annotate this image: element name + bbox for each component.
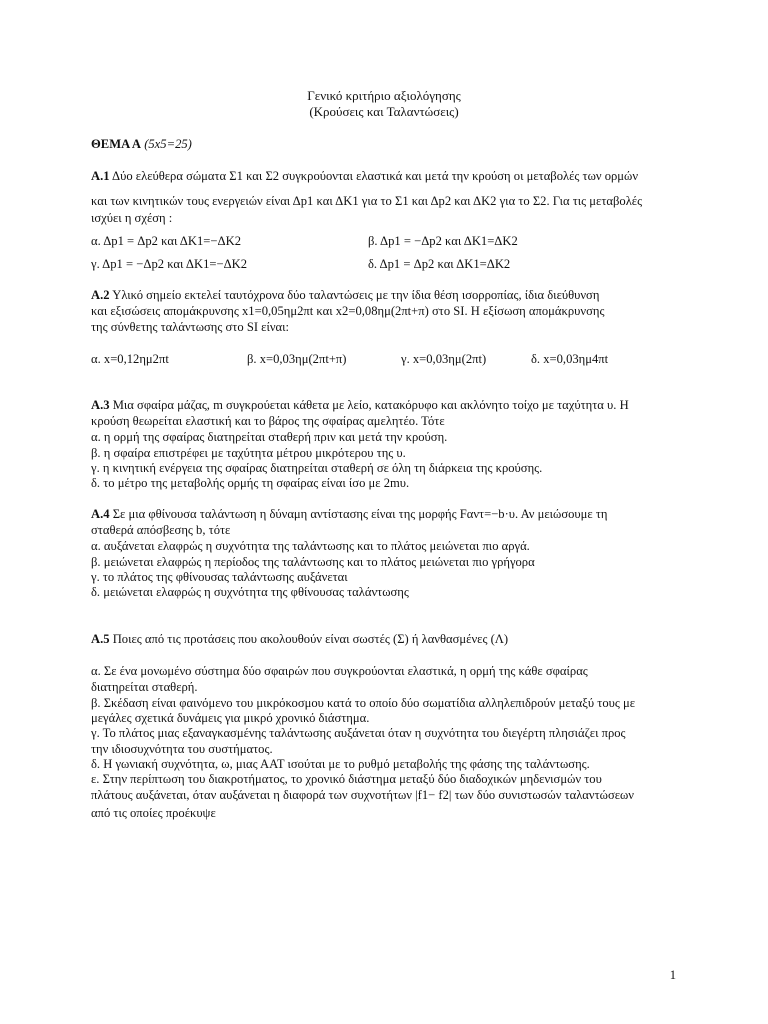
question-a4-line2: σταθερά απόσβεσης b, τότε bbox=[91, 523, 231, 537]
question-a2-line2: και εξισώσεις απομάκρυνσης x1=0,05ημ2πt και x2=0,08ημ(2πt+π) στο SI. Η εξίσωση απομάκρυνσης bbox=[91, 304, 605, 318]
question-a5-statement-d: δ. Η γωνιακή συχνότητα, ω, μιας ΑΑΤ ισούται με το ρυθμό μεταβολής της φάσης της ταλάντωσης. bbox=[91, 757, 590, 771]
question-a3-option-d: δ. το μέτρο της μεταβολής ορμής τη σφαίρας είναι ίσο με 2mυ. bbox=[91, 476, 410, 490]
document-title: Γενικό κριτήριο αξιολόγησης bbox=[307, 88, 461, 103]
question-a1-line1: Α.1 Δύο ελεύθερα σώματα Σ1 και Σ2 συγκρούονται ελαστικά και μετά την κρούση οι μεταβολές των ορμών bbox=[91, 169, 639, 183]
question-a2-option-b: β. x=0,03ημ(2πt+π) bbox=[247, 352, 347, 366]
page-number: 1 bbox=[669, 968, 676, 982]
document-subtitle: (Κρούσεις και Ταλαντώσεις) bbox=[309, 104, 459, 119]
question-a2-option-a: α. x=0,12ημ2πt bbox=[91, 352, 169, 366]
question-a5-intro: Α.5 Ποιες από τις προτάσεις που ακολουθούν είναι σωστές (Σ) ή λανθασμένες (Λ) bbox=[91, 632, 509, 646]
question-a2-option-c: γ. x=0,03ημ(2πt) bbox=[401, 352, 487, 366]
section-heading bbox=[91, 137, 192, 152]
question-a5-statement-a-cont: διατηρείται σταθερή. bbox=[91, 680, 198, 694]
question-a3-option-a: α. η ορμή της σφαίρας διατηρείται σταθερή πριν και μετά την κρούση. bbox=[91, 430, 448, 444]
question-a5-statement-b-cont: μεγάλες σχετικά δυνάμεις για μικρό χρονικό διάστημα. bbox=[91, 711, 370, 725]
question-a5-statement-e: ε. Στην περίπτωση του διακροτήματος, το χρονικό διάστημα μεταξύ δύο διαδοχικών μηδενισμών του bbox=[91, 772, 602, 786]
question-a1-option-d: δ. Δp1 = Δp2 και ΔΚ1=ΔΚ2 bbox=[368, 257, 511, 271]
question-a5-statement-a: α. Σε ένα μονωμένο σύστημα δύο σφαιρών που συγκρούονται ελαστικά, η ορμή της κάθε σφαίρας bbox=[91, 664, 588, 678]
question-a1-option-a: α. Δp1 = Δp2 και ΔΚ1=−ΔΚ2 bbox=[91, 234, 241, 248]
section-label: ΘΕΜΑ Α bbox=[91, 137, 142, 151]
section-points: (5x5=25) bbox=[144, 137, 192, 151]
question-a3-line2: κρούση θεωρείται ελαστική και το βάρος της σφαίρας αμελητέο. Τότε bbox=[91, 414, 445, 428]
question-a1-option-c: γ. Δp1 = −Δp2 και ΔΚ1=−ΔΚ2 bbox=[91, 257, 248, 271]
question-a5-statement-e-end: από τις οποίες προέκυψε bbox=[91, 806, 216, 820]
question-a4-line1: Α.4 Σε μια φθίνουσα ταλάντωση η δύναμη αντίστασης είναι της μορφής Fαντ=−b·υ. Αν μειώσουμε τη bbox=[91, 507, 608, 521]
question-a4-option-a: α. αυξάνεται ελαφρώς η συχνότητα της ταλάντωσης και το πλάτος μειώνεται πιο αργά. bbox=[91, 539, 530, 553]
question-a3-option-b: β. η σφαίρα επιστρέφει με ταχύτητα μέτρου μικρότερου της υ. bbox=[91, 446, 406, 460]
question-a5-statement-c: γ. Το πλάτος μιας εξαναγκασμένης ταλάντωσης αυξάνεται όταν η συχνότητα του διεγέρτη πλησιάζει προς bbox=[91, 726, 626, 740]
question-a2-option-d: δ. x=0,03ημ4πt bbox=[531, 352, 609, 366]
question-a2-line3: της σύνθετης ταλάντωσης στο SI είναι: bbox=[91, 320, 290, 334]
question-a4-option-b: β. μειώνεται ελαφρώς η περίοδος της ταλάντωσης και το πλάτος μειώνεται πιο γρήγορα bbox=[91, 555, 535, 569]
question-a4-option-d: δ. μειώνεται ελαφρώς η συχνότητα της φθίνουσας ταλάντωσης bbox=[91, 585, 409, 599]
question-a5-statement-c-cont: την ιδιοσυχνότητα του συστήματος. bbox=[91, 742, 273, 756]
question-a2-line1: Α.2 Υλικό σημείο εκτελεί ταυτόχρονα δύο ταλαντώσεις με την ίδια θέση ισορροπίας, ίδια διεύθυνση bbox=[91, 288, 600, 302]
question-a3-option-c: γ. η κινητική ενέργεια της σφαίρας διατηρείται σταθερή σε όλη τη διάρκεια της κρούσης. bbox=[91, 461, 543, 475]
question-a5-statement-b: β. Σκέδαση είναι φαινόμενο του μικρόκοσμου κατά το οποίο δύο σωματίδια αλληλεπιδρούν μεταξύ τους με bbox=[91, 696, 636, 710]
question-a1-line3: ισχύει η σχέση : bbox=[91, 211, 173, 225]
question-a3-line1: Α.3 Μια σφαίρα μάζας, m συγκρούεται κάθετα με λείο, κατακόρυφο και ακλόνητο τοίχο με ταχύτητα υ. Η bbox=[91, 398, 629, 412]
question-a4-option-c: γ. το πλάτος της φθίνουσας ταλάντωσης αυξάνεται bbox=[91, 570, 348, 584]
question-a5-statement-e-cont: πλάτους αυξάνεται, όταν αυξάνεται η διαφορά των συχνοτήτων |f1− f2| των δύο συνιστωσών ταλαντώσεων bbox=[91, 788, 635, 802]
question-a1-line2: και των κινητικών τους ενεργειών είναι Δp1 και ΔΚ1 για το Σ1 και Δp2 και ΔΚ2 για το Σ2. Για τις μεταβολές bbox=[91, 194, 643, 208]
question-a1-option-b: β. Δp1 = −Δp2 και ΔΚ1=ΔΚ2 bbox=[368, 234, 518, 248]
